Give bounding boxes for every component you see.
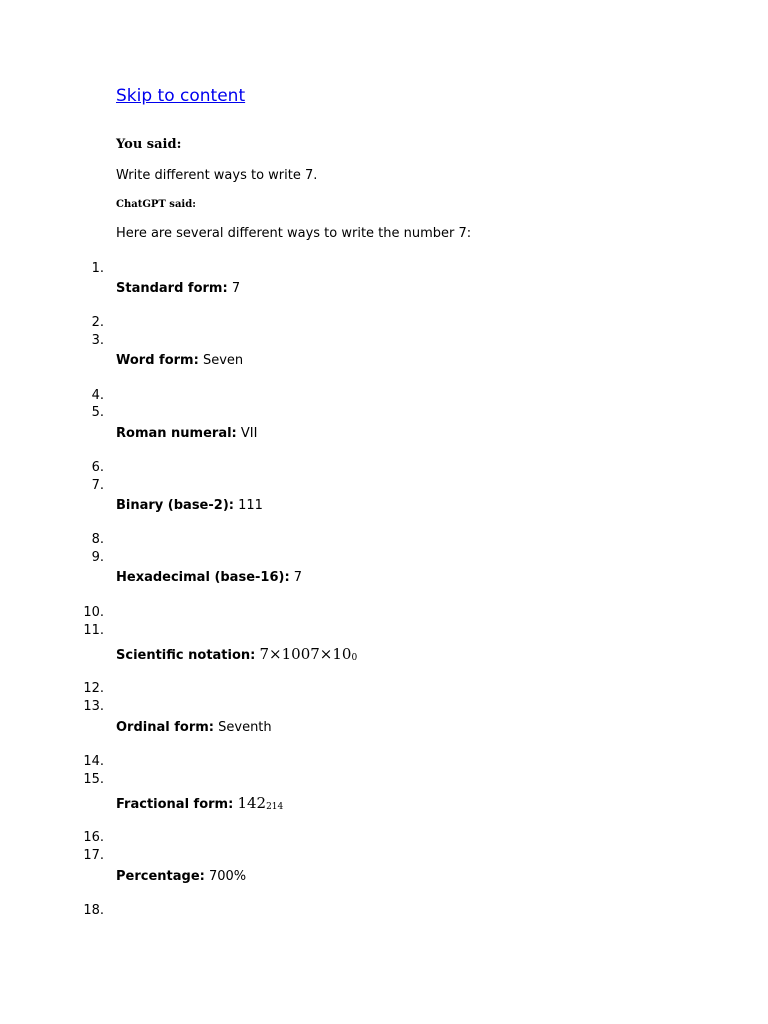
- item-value: 111: [238, 498, 263, 513]
- list-marker: 9.: [91, 550, 104, 565]
- list-marker: 5.: [91, 405, 104, 420]
- list-marker: 6.: [91, 460, 104, 475]
- assistant-intro-text: Here are several different ways to write the number 7:: [116, 226, 472, 241]
- list-marker: 4.: [91, 388, 104, 403]
- item-label: Percentage:: [116, 869, 205, 884]
- item-label: Binary (base-2):: [116, 498, 234, 513]
- user-message-text: Write different ways to write 7.: [116, 168, 318, 183]
- list-marker: 10.: [83, 605, 104, 620]
- item-label: Fractional form:: [116, 797, 234, 812]
- item-value: Seven: [202, 353, 244, 368]
- assistant-message-heading: ChatGPT said:: [116, 199, 196, 210]
- list-item-fractional-form: [116, 794, 283, 812]
- math-main: 7×1007×10: [259, 645, 352, 663]
- item-label: Hexadecimal (base-16):: [116, 570, 290, 585]
- item-value: Seventh: [218, 720, 272, 735]
- list-item-ordinal-form: [116, 720, 272, 735]
- list-item-word-form: [116, 353, 243, 368]
- list-marker: 17.: [83, 848, 104, 863]
- item-value: VII: [240, 426, 258, 441]
- list-item-percentage: [116, 869, 246, 884]
- item-value: 7: [231, 281, 241, 296]
- item-value: 7: [293, 570, 303, 585]
- list-item-hexadecimal: [116, 570, 302, 585]
- list-marker: 2.: [91, 315, 104, 330]
- math-expression: [260, 645, 358, 663]
- math-main: 142: [237, 794, 267, 812]
- list-marker: 15.: [83, 772, 104, 787]
- list-marker: 1.: [91, 261, 104, 276]
- list-item-scientific-notation: [116, 645, 357, 663]
- list-marker: 14.: [83, 754, 104, 769]
- list-marker: 16.: [83, 830, 104, 845]
- list-marker: 8.: [91, 532, 104, 547]
- item-label: Roman numeral:: [116, 426, 237, 441]
- list-marker: 3.: [91, 333, 104, 348]
- item-label: Word form:: [116, 353, 199, 368]
- list-marker: 13.: [83, 699, 104, 714]
- user-message-heading: You said:: [116, 137, 182, 152]
- skip-to-content-link[interactable]: Skip to content: [116, 86, 246, 106]
- list-item-binary: [116, 498, 263, 513]
- item-value: 700%: [208, 869, 247, 884]
- math-expression: [237, 794, 283, 812]
- item-label: Ordinal form:: [116, 720, 214, 735]
- list-marker: 7.: [91, 478, 104, 493]
- list-marker: 11.: [83, 623, 104, 638]
- item-label: Scientific notation:: [116, 648, 256, 663]
- list-item-standard-form: [116, 281, 240, 296]
- list-item-roman-numeral: [116, 426, 257, 441]
- list-marker: 12.: [83, 681, 104, 696]
- item-label: Standard form:: [116, 281, 228, 296]
- math-subscript: 214: [266, 802, 284, 812]
- math-subscript: 0: [351, 653, 358, 663]
- list-marker: 18.: [83, 903, 104, 918]
